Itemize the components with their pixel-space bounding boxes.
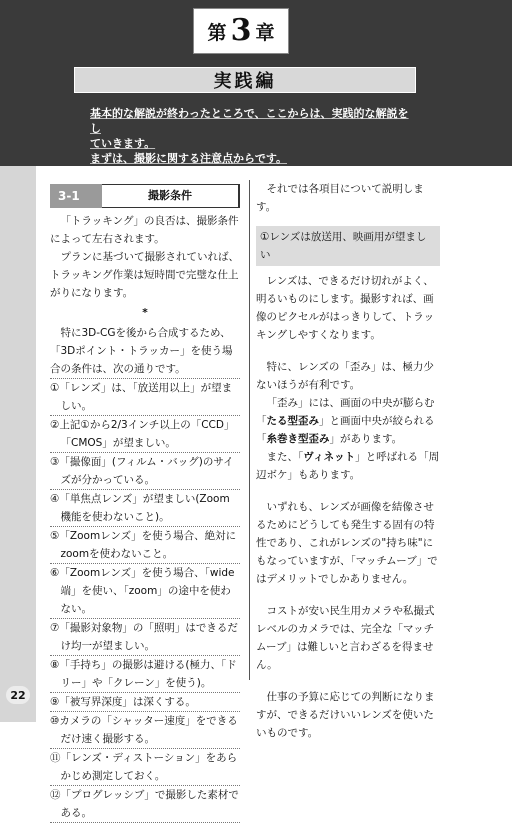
list-item: ⑫「プログレッシブ」で撮影した素材である。 xyxy=(50,786,240,823)
text-run: 「歪み」には、画面の中央が膨らむ「 xyxy=(256,397,435,427)
paragraph: 仕事の予算に応じての判断になりますが、できるだけいいレンズを使いたいものです。 xyxy=(256,691,435,739)
paragraph xyxy=(256,394,440,448)
list-item: ⑤「Zoomレンズ」を使う場合、絶対にzoomを使わないこと。 xyxy=(50,527,240,564)
text-run: 」があります。 xyxy=(329,433,403,445)
chapter-number: 3 xyxy=(230,13,252,48)
bold-term: 糸巻き型歪み xyxy=(266,433,330,445)
paragraph xyxy=(256,448,440,484)
paragraph: それでは各項目について説明します。 xyxy=(256,183,424,213)
paragraph: レンズは、できるだけ切れがよく、明るいものにします。撮影すれば、画像のピクセルがはっきりして、トラッキングしやすくなります。 xyxy=(256,275,435,341)
text-run: 」と呼ばれる「周辺ボケ」もあります。 xyxy=(256,451,440,481)
chapter-prefix: 第 xyxy=(207,21,227,44)
paragraph: 特に3D-CGを後から合成するため、「3Dポイント・トラッカー」を使う場合の条件は、次の通りです。 xyxy=(50,327,233,375)
list-item: ⑦「撮影対象物」の「照明」はできるだけ均一が望ましい。 xyxy=(50,619,240,656)
paragraph: プランに基づいて撮影されていれば、トラッキング作業は短時間で完璧な仕上がりになります。 xyxy=(50,251,239,299)
list-item: ⑧「手持ち」の撮影は避ける(極力、「ドリー」や「クレーン」を使う)。 xyxy=(50,656,240,693)
paragraph: コストが安い民生用カメラや私撮式レベルのカメラでは、完全な「マッチムーブ」は難しいと言わざるを得ません。 xyxy=(256,605,435,671)
chapter-header-band xyxy=(0,0,512,166)
chapter-label-box xyxy=(193,8,289,54)
text-run: また、「 xyxy=(266,451,304,463)
page-margin-strip xyxy=(0,166,36,722)
section-title: 撮影条件 xyxy=(102,184,240,208)
bold-term: たる型歪み xyxy=(266,415,319,427)
bold-term: ヴィネット xyxy=(303,451,356,463)
intro-line: ていきます。 xyxy=(90,137,156,150)
left-column xyxy=(50,184,240,823)
list-item: ①「レンズ」は、「放送用以上」が望ましい。 xyxy=(50,378,240,416)
text-run: 」と画面中央が絞られる「 xyxy=(256,415,435,445)
subsection-heading: ①レンズは放送用、映画用が望ましい xyxy=(256,226,440,266)
list-item: ③「撮像面」(フィルム・バッグ)のサイズが分かっている。 xyxy=(50,453,240,490)
chapter-intro xyxy=(90,106,410,166)
intro-line: 基本的な解説が終わったところで、ここからは、実践的な解説をし xyxy=(90,107,409,135)
paragraph: いずれも、レンズが画像を結像させるためにどうしても発生する固有の特性であり、これがレンズの"持ち味"にもなっていますが、「マッチムーブ」ではデメリットでしかありません。 xyxy=(256,501,438,585)
page-number: 22 xyxy=(6,686,30,704)
section-number: 3-1 xyxy=(50,184,102,208)
chapter-suffix: 章 xyxy=(255,21,275,44)
right-column xyxy=(256,180,440,742)
paragraph: 「トラッキング」の良否は、撮影条件によって左右されます。 xyxy=(50,215,239,245)
chapter-title-bar xyxy=(74,67,416,93)
conditions-list xyxy=(50,378,240,823)
list-item: ⑪「レンズ・ディストーション」をあらかじめ測定しておく。 xyxy=(50,749,240,786)
intro-line: まずは、撮影に関する注意点からです。 xyxy=(90,152,288,165)
list-item: ⑩カメラの「シャッター速度」をできるだけ速く撮影する。 xyxy=(50,712,240,749)
list-item: ②上記①から2/3インチ以上の「CCD」「CMOS」が望ましい。 xyxy=(50,416,240,453)
separator-star: * xyxy=(142,307,148,319)
section-heading xyxy=(50,184,240,208)
list-item: ④「単焦点レンズ」が望ましい(Zoom機能を使わないこと)。 xyxy=(50,490,240,527)
paragraph: 特に、レンズの「歪み」は、極力少ないほうが有利です。 xyxy=(256,361,434,391)
column-divider xyxy=(249,180,250,680)
chapter-title: 実践編 xyxy=(213,71,277,92)
list-item: ⑥「Zoomレンズ」を使う場合、「wide端」を使い、「zoom」の途中を使わない。 xyxy=(50,564,240,619)
list-item: ⑨「被写界深度」は深くする。 xyxy=(50,693,240,712)
